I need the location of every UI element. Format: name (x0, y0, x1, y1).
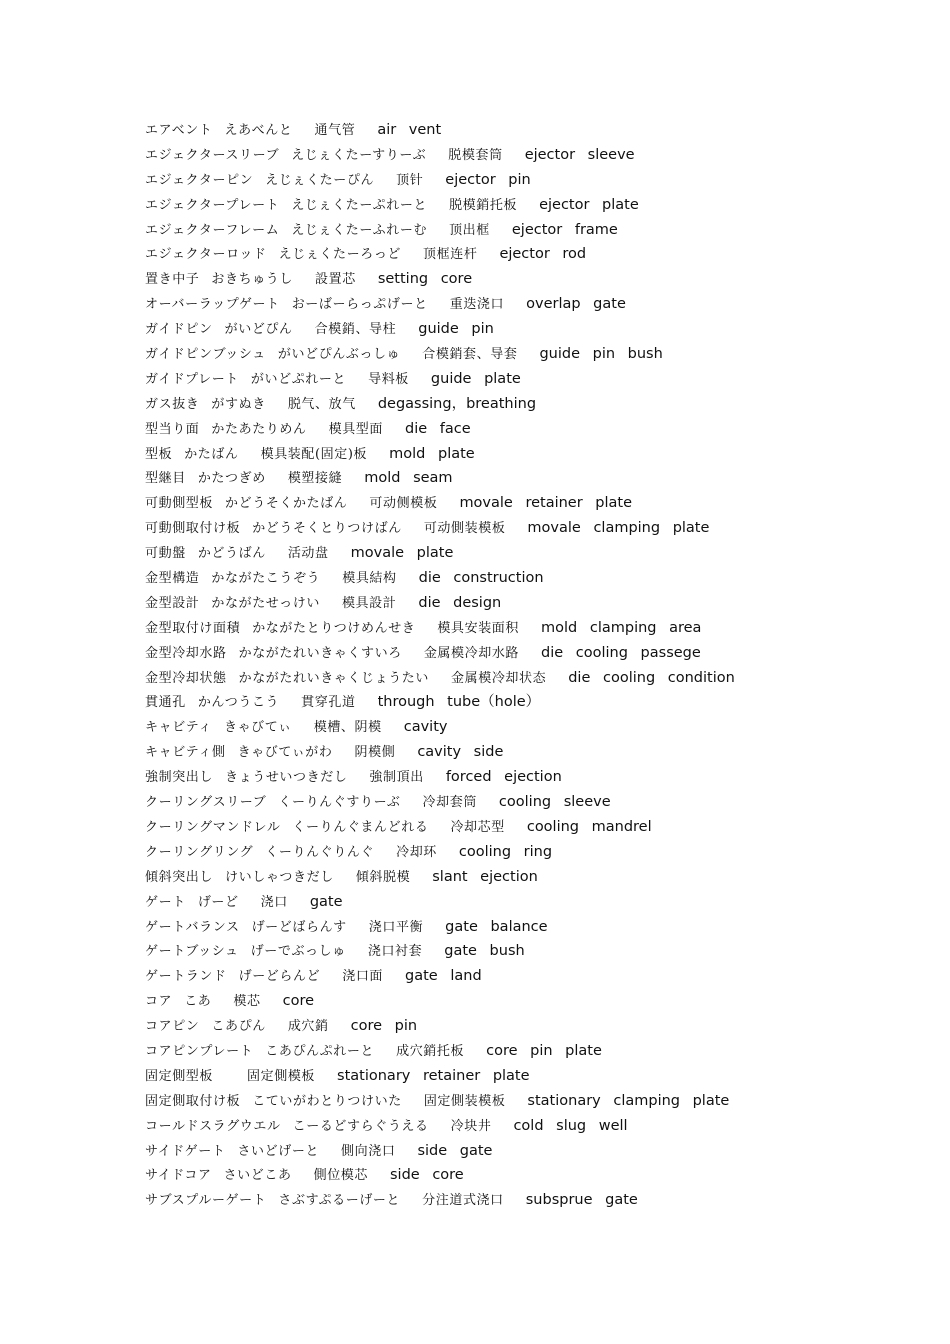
term-chinese: 金属模冷却水路 (423, 645, 520, 661)
term-english: stationary clamping plate (527, 1092, 730, 1109)
term-reading: かたつぎめ (197, 471, 266, 487)
term-japanese: エアベント (145, 123, 213, 138)
glossary-entry (145, 1163, 925, 1188)
term-english: gate bush (444, 943, 525, 960)
term-english: cooling sleeve (498, 794, 611, 811)
term-reading: えじぇくたーふれーむ (291, 222, 428, 238)
term-japanese: エジェクタープレート (145, 197, 280, 213)
term-japanese: サブスプルーゲート (145, 1193, 267, 1209)
term-japanese: クーリングマンドレル (145, 819, 281, 835)
glossary-entry (145, 466, 925, 491)
term-reading: こあ (184, 994, 212, 1010)
glossary-list (145, 118, 925, 1213)
term-english: stationary retainer plate (337, 1067, 530, 1084)
term-japanese: 強制突出し (145, 770, 214, 786)
term-chinese: 模塑接縫 (287, 471, 343, 487)
term-chinese: 模具結构 (342, 571, 397, 587)
glossary-entry (145, 516, 925, 541)
term-japanese: コア (145, 994, 173, 1010)
term-chinese: 設置芯 (315, 272, 356, 288)
term-chinese: 浇口 (260, 894, 288, 910)
glossary-entry (145, 1089, 925, 1114)
term-japanese: コアピン (145, 1019, 200, 1035)
term-reading: かどうそくかたばん (225, 496, 348, 512)
term-chinese: 阴模側 (354, 745, 396, 761)
term-chinese: 冷却套筒 (422, 795, 477, 811)
term-english: forced ejection (445, 769, 562, 786)
term-chinese: 脱模套筒 (448, 147, 503, 163)
term-english: guide plate (430, 370, 521, 387)
term-reading: かたばん (184, 446, 239, 462)
term-japanese: クーリングスリーブ (145, 795, 267, 811)
glossary-entry (145, 641, 925, 666)
term-japanese: 金型冷却状態 (145, 670, 227, 686)
glossary-entry (145, 193, 925, 218)
term-japanese: エジェクターピン (145, 172, 254, 188)
term-english: through tube（hole） (377, 694, 541, 711)
glossary-entry (145, 218, 925, 243)
term-english: side core (390, 1167, 464, 1184)
term-reading: かんつうこう (197, 695, 280, 711)
term-english: core (282, 993, 315, 1010)
term-japanese: コールドスラグウエル (145, 1118, 281, 1134)
term-reading: おーばーらっぷげーと (291, 297, 428, 313)
glossary-entry (145, 989, 925, 1014)
term-japanese: ゲートバランス (145, 919, 240, 935)
term-chinese: 可动侧模板 (369, 496, 438, 512)
glossary-entry (145, 342, 925, 367)
term-english: ejector pin (445, 171, 531, 188)
term-japanese: 金型冷却水路 (145, 645, 227, 661)
term-english: slant ejection (432, 868, 538, 885)
term-reading: こあぴん (211, 1019, 266, 1035)
term-english: mold clamping area (541, 619, 702, 636)
term-chinese: 脱模銷托板 (449, 197, 518, 213)
glossary-entry (145, 616, 925, 641)
term-japanese: ガイドプレート (145, 371, 239, 387)
term-english: gate land (405, 968, 482, 985)
glossary-entry (145, 840, 925, 865)
term-reading: えじぇくたーすりーぶ (291, 147, 427, 163)
glossary-entry (145, 168, 925, 193)
term-japanese: ガス抜き (145, 396, 200, 412)
glossary-entry (145, 865, 925, 890)
glossary-entry (145, 143, 925, 168)
term-reading: えじぇくたーぷれーと (291, 197, 428, 213)
term-chinese: 固定側装模板 (423, 1093, 506, 1109)
term-reading: えじぇくたーろっど (278, 247, 402, 263)
glossary-entry (145, 367, 925, 392)
term-english: die cooling condition (568, 669, 735, 686)
term-chinese: 冷块井 (450, 1118, 492, 1134)
term-chinese: 成穴銷 (287, 1019, 329, 1035)
term-japanese: ゲートランド (145, 969, 227, 985)
term-chinese: 金属模冷却状态 (451, 670, 547, 686)
glossary-entry (145, 1188, 925, 1213)
term-english: guide pin bush (539, 346, 663, 363)
term-japanese: キャビティ (145, 720, 212, 736)
term-japanese: 金型取付け面積 (145, 620, 241, 636)
term-japanese: エジェクターフレーム (145, 222, 280, 238)
term-japanese: 型板 (145, 446, 173, 462)
term-japanese: ガイドピンブッシュ (145, 347, 266, 363)
term-reading: かながたとりつけめんせき (252, 620, 416, 636)
term-chinese: 冷却环 (396, 844, 437, 860)
term-english: cold slug well (513, 1117, 628, 1134)
glossary-entry (145, 915, 925, 940)
term-english: die face (405, 420, 471, 437)
term-reading: きょうせいつきだし (225, 770, 348, 786)
term-chinese: 顶出框 (449, 222, 490, 238)
term-japanese: ゲート (145, 894, 186, 910)
glossary-entry (145, 815, 925, 840)
term-reading: がすぬき (211, 396, 266, 412)
term-japanese: ガイドピン (145, 322, 213, 338)
term-english: movale clamping plate (527, 520, 710, 537)
term-japanese: エジェクターロッド (145, 247, 267, 263)
term-japanese: 置き中子 (145, 272, 200, 288)
term-english: ejector plate (539, 196, 639, 213)
term-reading: げーど (197, 894, 239, 910)
term-japanese: 固定側型板 (145, 1068, 214, 1084)
term-japanese: エジェクタースリーブ (145, 147, 280, 163)
glossary-entry (145, 939, 925, 964)
term-english: guide pin (418, 321, 494, 338)
term-reading: がいどぷれーと (250, 371, 347, 387)
glossary-entry (145, 715, 925, 740)
term-english: gate balance (445, 918, 548, 935)
term-english: degassing，breathing (377, 395, 537, 412)
term-reading: けいしゃつきだし (225, 869, 334, 885)
term-chinese: 脱气、放气 (287, 396, 356, 412)
term-reading: かどうばん (197, 546, 266, 562)
term-japanese: 型当り面 (145, 421, 200, 437)
glossary-entry (145, 765, 925, 790)
term-reading: えあべんと (224, 123, 293, 138)
glossary-entry (145, 267, 925, 292)
term-english: air vent (377, 122, 442, 138)
term-japanese: サイドゲート (145, 1143, 226, 1159)
term-english: subsprue gate (525, 1192, 638, 1209)
glossary-entry (145, 1014, 925, 1039)
term-chinese: 模槽、阴模 (313, 720, 382, 736)
term-chinese: 固定側模板 (247, 1068, 316, 1084)
term-chinese: 分注道式浇口 (422, 1193, 504, 1209)
glossary-entry (145, 118, 925, 143)
term-japanese: コアピンプレート (145, 1043, 254, 1059)
glossary-entry (145, 740, 925, 765)
term-japanese: 固定側取付け板 (145, 1093, 241, 1109)
term-chinese: 活动盘 (287, 546, 329, 562)
term-reading: えじぇくたーぴん (265, 172, 375, 188)
term-english: die cooling passege (541, 644, 701, 661)
glossary-entry (145, 1114, 925, 1139)
term-chinese: 浇口衬套 (367, 944, 423, 960)
glossary-entry (145, 442, 925, 467)
term-japanese: 型継目 (145, 471, 186, 487)
term-english: die construction (418, 570, 544, 587)
glossary-entry (145, 541, 925, 566)
term-chinese: 合模銷、导柱 (314, 322, 397, 338)
term-japanese: ゲートブッシュ (145, 944, 239, 960)
term-chinese: 模芯 (233, 994, 261, 1010)
glossary-entry (145, 566, 925, 591)
term-japanese: サイドコア (145, 1168, 212, 1184)
term-english: gate (309, 893, 343, 910)
term-reading: さいどこあ (223, 1168, 292, 1184)
term-chinese: 顶框连杆 (423, 247, 478, 263)
glossary-entry (145, 417, 925, 442)
term-reading: かどうそくとりつけばん (252, 521, 402, 537)
term-chinese: 导料板 (368, 371, 409, 387)
term-reading: こていがわとりつけいた (252, 1093, 402, 1109)
term-english: cooling ring (458, 843, 553, 860)
glossary-entry (145, 964, 925, 989)
glossary-entry (145, 292, 925, 317)
term-reading: げーでぶっしゅ (250, 944, 346, 960)
glossary-entry (145, 591, 925, 616)
term-chinese: 浇口面 (342, 969, 384, 985)
term-chinese: 冷却芯型 (450, 819, 505, 835)
term-reading: こあぴんぷれーと (265, 1043, 375, 1059)
term-chinese: 成穴銷托板 (396, 1043, 465, 1059)
glossary-entry (145, 790, 925, 815)
term-reading: くーりんぐまんどれる (292, 819, 429, 835)
term-english: die design (418, 594, 502, 611)
glossary-entry (145, 1139, 925, 1164)
glossary-entry (145, 666, 925, 691)
term-reading: かながたれいきゃくすいろ (238, 645, 402, 661)
term-reading: がいどぴん (224, 322, 293, 338)
term-chinese: 模具装配(固定)板 (260, 446, 368, 462)
term-english: overlap gate (526, 296, 626, 313)
term-reading: おきちゅうし (211, 272, 294, 288)
term-chinese: 側位模芯 (313, 1168, 368, 1184)
term-english: mold plate (389, 445, 475, 462)
glossary-entry (145, 392, 925, 417)
term-reading: かながたせっけい (211, 595, 320, 611)
term-reading: さぶすぷるーげーと (278, 1193, 401, 1209)
term-english: side gate (417, 1142, 493, 1159)
term-english: cavity (403, 719, 448, 736)
term-reading: くーりんぐりんぐ (265, 844, 375, 860)
term-japanese: 金型設計 (145, 595, 200, 611)
term-chinese: 重迭浇口 (449, 297, 505, 313)
term-chinese: 可动側装模板 (423, 521, 506, 537)
term-japanese: 可動側取付け板 (145, 521, 241, 537)
term-japanese: クーリングリング (145, 844, 254, 860)
term-english: ejector sleeve (524, 146, 635, 163)
term-japanese: 可動盤 (145, 546, 186, 562)
term-reading: かながたれいきゃくじょうたい (238, 670, 430, 686)
term-chinese: 側向浇口 (341, 1143, 396, 1159)
term-english: cooling mandrel (526, 818, 652, 835)
glossary-entry (145, 690, 925, 715)
term-japanese: 貫通孔 (145, 695, 186, 711)
term-reading: さいどげーと (237, 1143, 320, 1159)
term-chinese: 強制頂出 (369, 770, 424, 786)
term-chinese: 通气管 (314, 123, 356, 138)
glossary-entry (145, 1064, 925, 1089)
term-japanese: オーバーラップゲート (145, 297, 280, 313)
term-reading: くーりんぐすりーぶ (278, 795, 401, 811)
term-english: movale plate (350, 545, 454, 562)
term-chinese: 顶针 (396, 172, 424, 188)
glossary-entry (145, 491, 925, 516)
term-reading: こーるどすらぐうえる (292, 1118, 429, 1134)
term-english: setting core (377, 271, 473, 288)
term-chinese: 傾斜脱模 (355, 869, 411, 885)
glossary-entry (145, 242, 925, 267)
glossary-entry (145, 890, 925, 915)
term-english: core pin (350, 1018, 418, 1035)
term-english: core pin plate (486, 1042, 602, 1059)
term-chinese: 模具型面 (328, 421, 384, 437)
term-chinese: 浇口平衡 (368, 919, 424, 935)
term-english: ejector rod (499, 246, 587, 263)
term-english: movale retainer plate (459, 495, 633, 512)
term-english: cavity side (417, 744, 504, 761)
term-reading: かたあたりめん (211, 421, 307, 437)
term-japanese: 金型構造 (145, 571, 200, 587)
term-japanese: キャビティ側 (145, 745, 226, 761)
term-reading: げーどばらんす (251, 919, 347, 935)
term-chinese: 貫穿孔道 (301, 695, 356, 711)
term-japanese: 可動側型板 (145, 496, 214, 512)
glossary-entry (145, 317, 925, 342)
term-reading: がいどぴんぶっしゅ (277, 347, 401, 363)
glossary-entry (145, 1039, 925, 1064)
term-reading: きゃびてぃ (223, 720, 292, 736)
term-chinese: 合模銷套、导套 (422, 347, 518, 363)
term-english: mold seam (364, 470, 453, 487)
term-reading: げーどらんど (238, 969, 321, 985)
term-japanese: 傾斜突出し (145, 869, 214, 885)
term-reading: きゃびてぃがわ (237, 745, 333, 761)
term-chinese: 模具設計 (341, 595, 397, 611)
term-reading: かながたこうぞう (211, 571, 321, 587)
term-chinese: 模具安装面积 (437, 620, 520, 636)
term-english: ejector frame (511, 221, 618, 238)
